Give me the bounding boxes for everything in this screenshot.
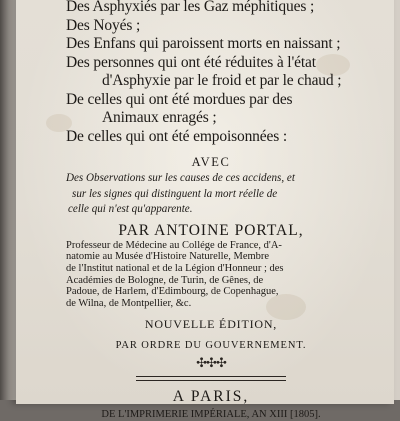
credential-line: natomie au Musée d'Histoire Naturelle, Membre <box>66 251 270 263</box>
observations-subtitle <box>66 172 356 216</box>
list-line: Des Noyés ; <box>66 16 141 34</box>
list-line: Des personnes qui ont été réduites à l'état <box>66 53 316 71</box>
author-line: PAR ANTOINE PORTAL, <box>118 221 304 239</box>
edition-line: NOUVELLE ÉDITION, <box>144 317 278 332</box>
credential-line: Académies de Bologne, de Turin, de Gênes, de <box>66 274 264 286</box>
list-line: De celles qui ont été empoisonnées : <box>66 127 288 145</box>
observations-line: Des Observations sur les causes de ces accidens, et <box>66 172 295 184</box>
title-page-text <box>66 0 356 421</box>
list-line: d'Asphyxie par le froid et par le chaud ; <box>102 72 342 89</box>
victims-list <box>66 0 356 146</box>
credential-line: de l'Institut national et de la Légion d'Honneur ; des <box>66 262 284 274</box>
observations-line: celle qui n'est qu'apparente. <box>68 203 193 216</box>
list-line: Animaux enragés ; <box>102 109 217 126</box>
list-line: De celles qui ont été mordues par des <box>66 90 293 108</box>
government-order-line: PAR ORDRE DU GOUVERNEMENT. <box>115 340 307 352</box>
credential-line: Padoue, de Harlem, d'Edimbourg, de Copenhague, <box>66 286 279 298</box>
list-line: Des Asphyxiés par les Gaz méphitiques ; <box>66 0 315 15</box>
imprint-line: DE L'IMPRIMERIE IMPÉRIALE, AN XIII [1805]. <box>101 409 321 421</box>
list-line: Des Enfans qui paroissent morts en naissant ; <box>66 35 341 52</box>
avec-heading: AVEC <box>191 155 231 169</box>
credential-line: Professeur de Médecine au Collége de France, d'A- <box>66 239 282 251</box>
book-page <box>16 0 394 421</box>
observations-line: sur les signes qui distinguent la mort réelle de <box>72 187 278 200</box>
author-credentials <box>66 240 356 310</box>
credential-line: de Wilna, de Montpellier, &c. <box>66 297 192 309</box>
fleuron-ornament: ✣✣✣ <box>196 355 226 371</box>
double-rule-divider <box>136 376 286 381</box>
place-of-publication: A PARIS, <box>172 388 250 406</box>
